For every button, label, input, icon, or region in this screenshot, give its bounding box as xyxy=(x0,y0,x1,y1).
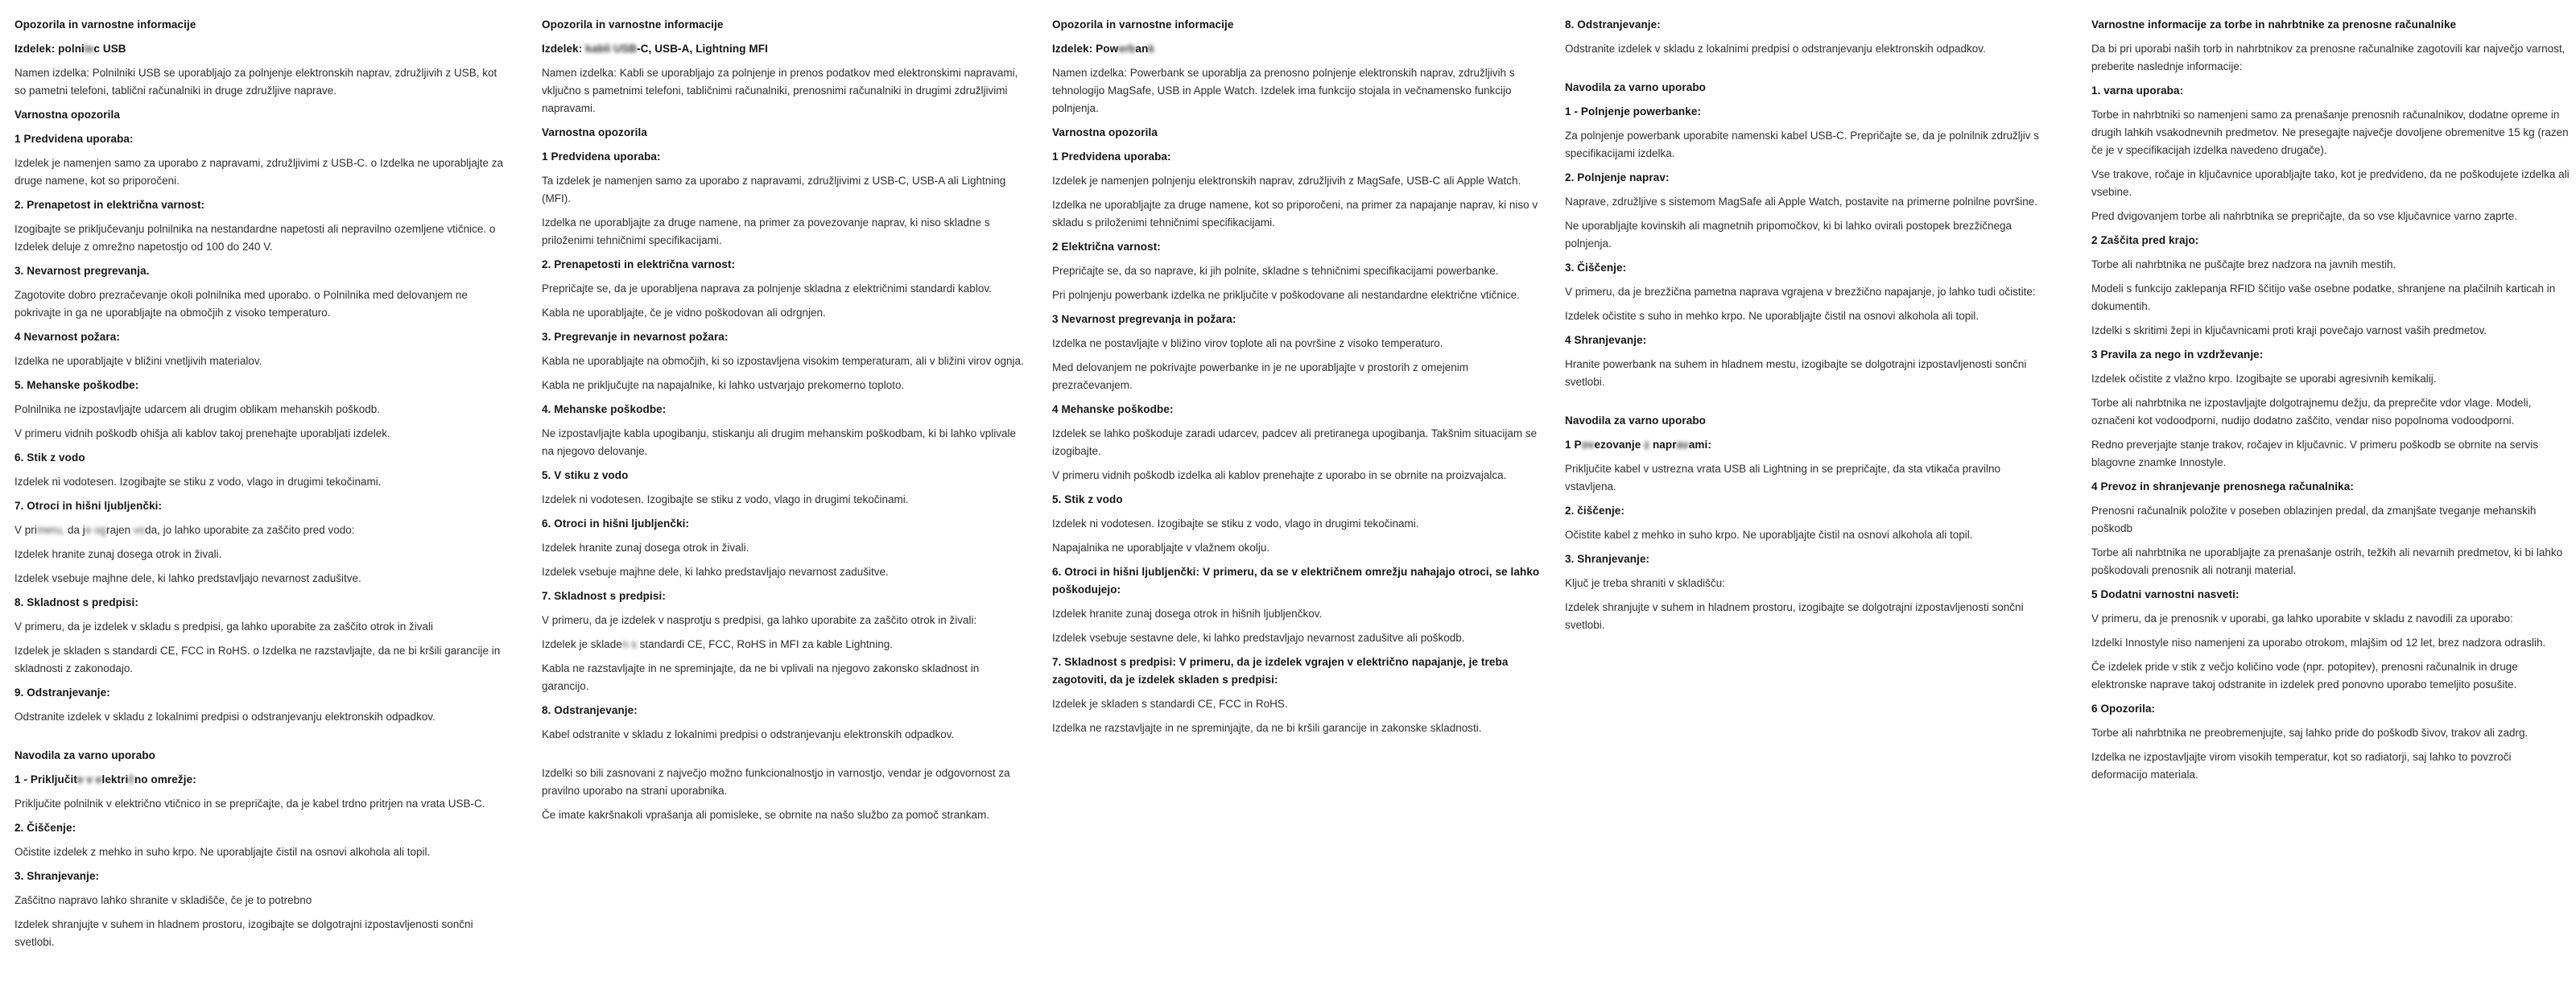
paragraph: Izdelka ne postavljajte v bližino virov toplote ali na površine z visoko temperaturo. xyxy=(1052,337,1443,349)
paragraph: Izdelek se lahko poškoduje zaradi udarcev, padcev ali pretiranega upogibanja. Takšnim situacijam se izogibajte. xyxy=(1052,427,1538,457)
section-heading: 6. Otroci in hišni ljubljenčki: xyxy=(542,517,690,530)
paragraph: Izdelek vsebuje sestavne dele, ki lahko predstavljajo nevarnost zadušitve ali poškodb. xyxy=(1052,632,1465,644)
paragraph: Modeli s funkcijo zaklepanja RFID ščitijo vaše osebne podatke, shranjene na plačilnih karticah in dokumentih. xyxy=(2091,282,2556,312)
text-run: an xyxy=(1135,43,1149,55)
section-heading: Varnostna opozorila xyxy=(1052,126,1158,138)
paragraph: Če imate kakršnakoli vprašanja ali pomisleke, se obrnite na našo službo za pomoč strankam. xyxy=(542,809,990,821)
paragraph: Ne izpostavljajte kabla upogibanju, stiskanju ali drugim mehanskim poškodbam, ki bi lahko vplivale na njegovo delovanje. xyxy=(542,427,1017,457)
section-heading: 6. Otroci in hišni ljubljenčki: V primeru, da se v električnem omrežju nahajajo otroci, se lahko poškodujejo: xyxy=(1052,566,1540,596)
section-heading: Navodila za varno uporabo xyxy=(14,749,156,761)
blurred-text: meru, xyxy=(36,524,65,536)
section-heading: Opozorila in varnostne informacije xyxy=(14,19,196,31)
section-heading: 6. Stik z vodo xyxy=(14,451,85,464)
section-heading: 3. Nevarnost pregrevanja. xyxy=(14,265,150,277)
paragraph: Zagotovite dobro prezračevanje okoli polnilnika med uporabo. o Polnilnika med delovanjem ne pokrivajte in ga ne uporabljajte na območjih z visoko temperaturo. xyxy=(14,289,468,319)
paragraph: Izdelek vsebuje majhne dele, ki lahko predstavljajo nevarnost zadušitve. xyxy=(542,566,889,578)
section-heading xyxy=(542,40,1025,58)
paragraph: Izdelek hranite zunaj dosega otrok in hišnih ljubljenčkov. xyxy=(1052,608,1323,620)
paragraph: Izdelek shranjujte v suhem in hladnem prostoru, izogibajte se dolgotrajni izpostavljenosti sončni svetlobi. xyxy=(14,918,473,948)
paragraph: Izogibajte se priključevanju polnilnika na nestandardne napetosti ali nepravilno ozemljene vtičnice. o Izdelek deluje z omrežno napetostjo od 100 do 240 V. xyxy=(14,223,496,253)
section-heading: 7. Skladnost s predpisi: xyxy=(542,590,666,602)
section-heading: 2. Prenapetost in električna varnost: xyxy=(14,199,205,211)
section-heading: 1 Predvidena uporaba: xyxy=(14,133,134,145)
section-heading: 2 Električna varnost: xyxy=(1052,241,1161,253)
section-heading: 5. Stik z vodo xyxy=(1052,493,1123,505)
blurred-text: le xyxy=(84,43,94,55)
paragraph: Torbe ali nahrbtnika ne preobremenjujte, saj lahko pride do poškodb šivov, trakov ali zadrg. xyxy=(2091,727,2529,739)
section-heading: 9. Odstranjevanje: xyxy=(14,686,110,699)
paragraph: Zaščitno napravo lahko shranite v skladišče, če je to potrebno xyxy=(14,894,312,906)
text-run: no omrežje: xyxy=(134,773,196,785)
section-heading: 4 Nevarnost požara: xyxy=(14,331,120,343)
section-heading: 8. Odstranjevanje: xyxy=(1565,19,1661,31)
paragraph: Torbe in nahrbtniki so namenjeni samo za prenašanje prenosnih računalnikov, dodatne opreme in drugih lahkih vsakodnevnih predmetov. Ne presegajte največje dovoljene obremenitve 15 kg (razen če je v specifikacijah izdelka navedeno drugače). xyxy=(2091,109,2569,156)
paragraph: Če izdelek pride v stik z večjo količino vode (npr. potopitev), prenosni računalnik in druge elektronske naprave takoj odstranite in izdelek pred ponovno uporabo temeljito posušite. xyxy=(2091,661,2518,691)
section-heading: 2. Polnjenje naprav: xyxy=(1565,171,1670,183)
section-heading: 6 Opozorila: xyxy=(2091,703,2156,715)
paragraph: Namen izdelka: Kabli se uporabljajo za polnjenje in prenos podatkov med elektronskimi napravami, vključno s pametnimi telefoni, tabličnimi računalniki, prenosnimi računalniki in drugimi združljivimi napravami. xyxy=(542,67,1018,114)
paragraph: Pred dvigovanjem torbe ali nahrbtnika se prepričajte, da so vse ključavnice varno zaprte. xyxy=(2091,210,2518,222)
text-column-4 xyxy=(1565,16,2048,641)
section-heading: 1. varna uporaba: xyxy=(2091,85,2184,97)
paragraph: Prepričajte se, da so naprave, ki jih polnite, skladne s tehničnimi specifikacijami powerbanke. xyxy=(1052,265,1499,277)
section-heading: 1 - Polnjenje powerbanke: xyxy=(1565,105,1702,118)
section-heading: 3. Shranjevanje: xyxy=(14,870,100,882)
blurred-text: ov xyxy=(1581,439,1595,451)
paragraph xyxy=(14,522,506,539)
section-heading: 1 Predvidena uporaba: xyxy=(542,150,661,163)
paragraph: Pri polnjenju powerbank izdelka ne priključite v poškodovane ali nestandardne električne vtičnice. xyxy=(1052,289,1520,301)
text-run: ami: xyxy=(1688,439,1711,451)
blurred-text: av xyxy=(1676,439,1689,451)
paragraph: Da bi pri uporabi naših torb in nahrbtnikov za prenosne računalnike zagotovili kar največjo varnost, preberite naslednje informacije: xyxy=(2091,43,2566,72)
text-column-2 xyxy=(542,16,1025,831)
text-run: Izdelek: polni xyxy=(14,43,85,55)
paragraph: Odstranite izdelek v skladu z lokalnimi predpisi o odstranjevanju elektronskih odpadkov. xyxy=(14,711,436,723)
paragraph: Ključ je treba shraniti v skladišču: xyxy=(1565,577,1725,589)
paragraph: Priključite kabel v ustrezna vrata USB ali Lightning in se prepričajte, da sta vtikača pravilno vstavljena. xyxy=(1565,463,2001,493)
section-heading: Opozorila in varnostne informacije xyxy=(542,19,724,31)
section-heading: 4 Shranjevanje: xyxy=(1565,334,1647,346)
section-heading: Varnostna opozorila xyxy=(542,126,647,138)
text-run: 1 P xyxy=(1565,439,1582,451)
paragraph: Izdelek ni vodotesen. Izogibajte se stiku z vodo, vlago in drugimi tekočinami. xyxy=(14,476,382,488)
paragraph: Prepričajte se, da je uporabljena naprava za polnjenje skladna z električnimi standardi kablov. xyxy=(542,282,992,295)
paragraph: Izdelka ne razstavljajte in ne spreminjajte, da ne bi kršili garancije in zakonske skladnosti. xyxy=(1052,722,1482,734)
paragraph: Izdelki so bili zasnovani z največjo možno funkcionalnostjo in varnostjo, vendar je odgovornost za pravilno uporabo na strani uporabnika. xyxy=(542,767,1010,797)
section-heading: 2. Prenapetosti in električna varnost: xyxy=(542,258,736,270)
paragraph: Kabla ne priključujte na napajalnike, ki lahko ustvarjajo prekomerno toploto. xyxy=(542,379,905,391)
paragraph xyxy=(542,636,1025,653)
blurred-text: č xyxy=(128,773,134,785)
text-run: da, jo lahko uporabite za zaščito pred vodo: xyxy=(145,524,355,536)
paragraph: Vse trakove, ročaje in ključavnice uporabljajte tako, kot je predvideno, da ne poškodujete izdelka ali vsebine. xyxy=(2091,168,2570,198)
text-run: lektri xyxy=(101,773,129,785)
paragraph: Polnilnika ne izpostavljajte udarcem ali drugim oblikam mehanskih poškodb. xyxy=(14,403,380,415)
section-heading: 3. Shranjevanje: xyxy=(1565,553,1650,565)
blurred-text: e og xyxy=(85,524,107,536)
paragraph: Prenosni računalnik položite v poseben oblazinjen predal, da zmanjšate tveganje mehanskih poškodb xyxy=(2091,505,2537,534)
paragraph: Izdelek je skladen s standardi CE, FCC in RoHS. o Izdelka ne razstavljajte, da ne bi kršili garancije in skladnosti z zakonodajo. xyxy=(14,645,501,674)
text-run: da j xyxy=(64,524,85,536)
section-heading: Navodila za varno uporabo xyxy=(1565,414,1707,427)
section-heading: Opozorila in varnostne informacije xyxy=(1052,19,1234,31)
blurred-text: n s xyxy=(621,638,637,650)
paragraph: Izdelek hranite zunaj dosega otrok in živali. xyxy=(542,542,749,554)
section-heading: Varnostne informacije za torbe in nahrbtnike za prenosne računalnike xyxy=(2091,19,2457,31)
text-run: rajen xyxy=(106,524,131,536)
text-column-1 xyxy=(14,16,506,958)
paragraph: Kabla ne uporabljajte, če je vidno poškodovan ali odrgnjen. xyxy=(542,307,826,319)
section-heading: 3. Pregrevanje in nevarnost požara: xyxy=(542,331,729,343)
paragraph: Očistite kabel z mehko in suho krpo. Ne uporabljajte čistil na osnovi alkohola ali topil. xyxy=(1565,529,1973,541)
paragraph: Izdelek shranjujte v suhem in hladnem prostoru, izogibajte se dolgotrajni izpostavljenosti sončni svetlobi. xyxy=(1565,601,2024,631)
text-run: 1 - Priključit xyxy=(14,773,77,785)
paragraph: V primeru, da je izdelek v nasprotju s predpisi, ga lahko uporabite za zaščito otrok in živali: xyxy=(542,614,977,626)
paragraph: V primeru, da je izdelek v skladu s predpisi, ga lahko uporabite za zaščito otrok in živali xyxy=(14,621,434,633)
text-run: Izdelek: xyxy=(542,43,586,55)
section-heading: 7. Skladnost s predpisi: V primeru, da je izdelek vgrajen v električno napajanje, je treba zagotoviti, da je izdelek skladen s predpisi: xyxy=(1052,656,1509,686)
paragraph: Izdelek hranite zunaj dosega otrok in živali. xyxy=(14,548,222,560)
paragraph: Izdelka ne uporabljajte v bližini vnetljivih materialov. xyxy=(14,355,262,367)
section-heading xyxy=(1052,40,1540,58)
text-run: Izdelek: Pow xyxy=(1052,43,1119,55)
paragraph: Izdelek je namenjen samo za uporabo z napravami, združljivimi z USB-C. o Izdelka ne uporabljajte za druge namene, kot so priporočeni. xyxy=(14,157,504,187)
paragraph: Ta izdelek je namenjen samo za uporabo z napravami, združljivimi z USB-C, USB-A ali Lightning (MFI). xyxy=(542,175,1006,204)
paragraph: Naprave, združljive s sistemom MagSafe ali Apple Watch, postavite na primerne polnilne površine. xyxy=(1565,196,2038,208)
blurred-text: e v e xyxy=(76,773,102,785)
paragraph: V primeru vidnih poškodb ohišja ali kablov takoj prenehajte uporabljati izdelek. xyxy=(14,427,390,439)
section-heading: 2 Zaščita pred krajo: xyxy=(2091,234,2199,246)
paragraph: Kabel odstranite v skladu z lokalnimi predpisi o odstranjevanju elektronskih odpadkov. xyxy=(542,728,955,740)
paragraph: Kabla ne razstavljajte in ne spreminjajte, da ne bi vplivali na njegovo zakonsko skladnost in garancijo. xyxy=(542,662,980,692)
paragraph: Redno preverjajte stanje trakov, ročajev in ključavnic. V primeru poškodb se obrnite na servis blagovne znamke Innostyle. xyxy=(2091,439,2539,468)
paragraph: Priključite polnilnik v električno vtičnico in se prepričajte, da je kabel trdno pritrjen na vrata USB-C. xyxy=(14,798,485,810)
paragraph: Torbe ali nahrbtnika ne puščajte brez nadzora na javnih mestih. xyxy=(2091,258,2396,270)
paragraph: Namen izdelka: Polnilniki USB se uporabljajo za polnjenje elektronskih naprav, združljivih z USB, kot so pametni telefoni, tablični računalniki in druge združljive naprave. xyxy=(14,67,497,97)
paragraph: Izdelek vsebuje majhne dele, ki lahko predstavljajo nevarnost zadušitve. xyxy=(14,572,361,584)
paragraph: Izdelka ne uporabljajte za druge namene, kot so priporočeni, na primer za napajanje naprav, ki niso v skladu s priloženimi tehničnimi specifikacijami. xyxy=(1052,199,1538,229)
text-column-3 xyxy=(1052,16,1540,744)
paragraph: Izdelki Innostyle niso namenjeni za uporabo otrokom, mlajšim od 12 let, brez nadzora odraslih. xyxy=(2091,637,2546,649)
section-heading: Navodila za varno uporabo xyxy=(1565,81,1707,93)
text-run: c USB xyxy=(93,43,126,55)
section-heading: 5. V stiku z vodo xyxy=(542,469,629,481)
paragraph: V primeru vidnih poškodb izdelka ali kablov prenehajte z uporabo in se obrnite na proizvajalca. xyxy=(1052,469,1507,481)
blurred-text: vo xyxy=(130,524,146,536)
section-heading: 2. čiščenje: xyxy=(1565,505,1624,517)
section-heading: 5. Mehanske poškodbe: xyxy=(14,379,139,391)
paragraph: Torbe ali nahrbtnika ne izpostavljajte dolgotrajnemu dežju, da preprečite vdor vlage. Modeli, označeni kot vodoodporni, nudijo dodatno zaščito, vendar niso popolnoma vodoodporni. xyxy=(2091,397,2532,427)
section-heading: 4. Mehanske poškodbe: xyxy=(542,403,667,415)
section-heading: 3. Čiščenje: xyxy=(1565,262,1627,274)
section-heading xyxy=(14,40,506,58)
paragraph: Izdelek je namenjen polnjenju elektronskih naprav, združljivih z MagSafe, USB-C ali Apple Watch. xyxy=(1052,175,1521,187)
section-heading: 4 Prevoz in shranjevanje prenosnega računalnika: xyxy=(2091,480,2354,493)
paragraph: Hranite powerbank na suhem in hladnem mestu, izogibajte se dolgotrajni izpostavljenosti sončni svetlobi. xyxy=(1565,358,2027,388)
blurred-text: kabli USB xyxy=(585,43,638,55)
section-heading xyxy=(1565,436,2048,454)
paragraph: Namen izdelka: Powerbank se uporablja za prenosno polnjenje elektronskih naprav, združljivih s tehnologijo MagSafe, USB in Apple Watch. Izdelek ima funkcijo stojala in večnamensko funkcijo polnjenja. xyxy=(1052,67,1515,114)
paragraph: Izdelki s skritimi žepi in ključavnicami proti kraji povečajo varnost vaših predmetov. xyxy=(2091,324,2487,336)
section-heading: 3 Pravila za nego in vzdrževanje: xyxy=(2091,348,2264,361)
section-heading: 3 Nevarnost pregrevanja in požara: xyxy=(1052,313,1236,325)
section-heading: 5 Dodatni varnostni nasveti: xyxy=(2091,588,2240,600)
section-heading xyxy=(14,771,506,789)
paragraph: Torbe ali nahrbtnika ne uporabljajte za prenašanje ostrih, težkih ali nevarnih predmetov, ki bi lahko poškodovali prenosnik ali notranji material. xyxy=(2091,546,2563,576)
text-run: Izdelek je sklade xyxy=(542,638,622,650)
section-heading: 4 Mehanske poškodbe: xyxy=(1052,403,1174,415)
paragraph: Izdelek je skladen s standardi CE, FCC in RoHS. xyxy=(1052,698,1288,710)
paragraph: Izdelek ni vodotesen. Izogibajte se stiku z vodo, vlago in drugimi tekočinami. xyxy=(1052,517,1419,530)
section-heading: 8. Skladnost s predpisi: xyxy=(14,596,138,608)
paragraph: Med delovanjem ne pokrivajte powerbanke in je ne uporabljajte v prostorih z omejenim prezračevanjem. xyxy=(1052,361,1469,391)
paragraph: Izdelek očistite s suho in mehko krpo. Ne uporabljajte čistil na osnovi alkohola ali topil. xyxy=(1565,310,1979,322)
blurred-text: k xyxy=(1148,43,1155,55)
paragraph: Izdelka ne uporabljajte za druge namene, na primer za povezovanje naprav, ki niso skladne s priloženimi tehničnimi specifikacijami. xyxy=(542,216,990,246)
text-run: ezovanje xyxy=(1594,439,1645,451)
paragraph: Odstranite izdelek v skladu z lokalnimi predpisi o odstranjevanju elektronskih odpadkov. xyxy=(1565,43,1986,55)
section-heading: 7. Otroci in hišni ljubljenčki: xyxy=(14,500,163,512)
paragraph: Napajalnika ne uporabljajte v vlažnem okolju. xyxy=(1052,542,1270,554)
blurred-text: erb xyxy=(1118,43,1136,55)
paragraph: Kabla ne uporabljajte na območjih, ki so izpostavljena visokim temperaturam, ali v bližini virov ognja. xyxy=(542,355,1024,367)
blurred-text: z xyxy=(1644,439,1650,451)
section-heading: Varnostna opozorila xyxy=(14,109,120,121)
text-run: standardi CE, FCC, RoHS in MFI za kable Lightning. xyxy=(636,638,893,650)
paragraph: V primeru, da je prenosnik v uporabi, ga lahko uporabite v skladu z navodili za uporabo: xyxy=(2091,612,2513,625)
paragraph: Za polnjenje powerbank uporabite namenski kabel USB-C. Prepričajte se, da je polnilnik združljiv s specifikacijami izdelka. xyxy=(1565,130,2040,159)
paragraph: Izdelek očistite z vlažno krpo. Izogibajte se uporabi agresivnih kemikalij. xyxy=(2091,373,2437,385)
section-heading: 8. Odstranjevanje: xyxy=(542,704,638,716)
text-column-5 xyxy=(2091,16,2570,790)
paragraph: Ne uporabljajte kovinskih ali magnetnih pripomočkov, ki bi lahko ovirali postopek brezžičnega polnjenja. xyxy=(1565,220,2013,249)
paragraph: Izdelka ne izpostavljajte virom visokih temperatur, kot so radiatorji, saj lahko to povzroči deformacijo materiala. xyxy=(2091,751,2512,781)
paragraph: V primeru, da je brezžična pametna naprava vgrajena v brezžično napajanje, jo lahko tudi očistite: xyxy=(1565,286,2036,298)
section-heading: 1 Predvidena uporaba: xyxy=(1052,150,1171,163)
section-heading: 2. Čiščenje: xyxy=(14,822,76,834)
text-run: napr xyxy=(1649,439,1677,451)
text-run: -C, USB-A, Lightning MFI xyxy=(637,43,768,55)
text-run: V pri xyxy=(14,524,37,536)
paragraph: Očistite izdelek z mehko in suho krpo. Ne uporabljajte čistil na osnovi alkohola ali topil. xyxy=(14,846,431,858)
paragraph: Izdelek ni vodotesen. Izogibajte se stiku z vodo, vlago in drugimi tekočinami. xyxy=(542,493,909,505)
